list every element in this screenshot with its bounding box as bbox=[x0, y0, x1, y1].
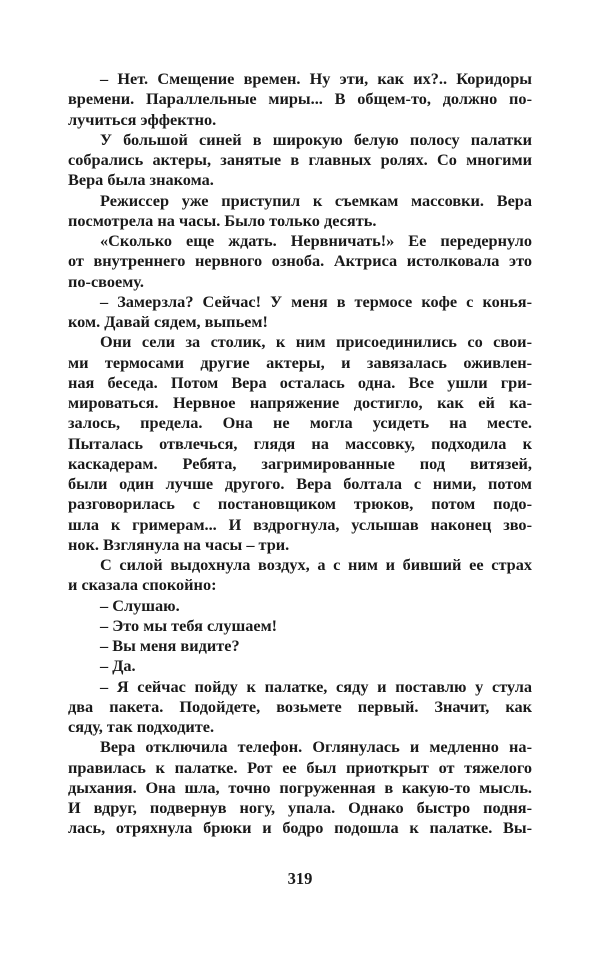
paragraph bbox=[68, 130, 532, 191]
text-line: от внутреннего нервного озноба. Актриса истолковала это bbox=[68, 251, 532, 271]
text-line: лучиться эффектно. bbox=[68, 109, 217, 129]
paragraph bbox=[68, 231, 532, 292]
text-line: И вдруг, подвернув ногу, упала. Однако быстро подня- bbox=[68, 798, 532, 817]
text-line: – Замерзла? Сейчас! У меня в термосе кофе с конья- bbox=[100, 291, 532, 311]
text-line: – Да. bbox=[100, 656, 136, 676]
text-line: – Это мы тебя слушаем! bbox=[100, 615, 278, 635]
paragraph bbox=[68, 596, 532, 616]
text-line: лась, отряхнула брюки и бодро подошла к палатке. Вы- bbox=[68, 818, 532, 838]
paragraph bbox=[68, 677, 532, 738]
paragraph bbox=[68, 737, 532, 838]
paragraph bbox=[68, 616, 532, 636]
paragraph bbox=[68, 191, 532, 232]
text-line: посмотрела на часы. Было только десять. bbox=[68, 210, 377, 230]
text-line: – Я сейчас пойду к палатке, сяду и поставлю у стула bbox=[100, 676, 532, 696]
text-line: Режиссер уже приступил к съемкам массовки. Вера bbox=[100, 190, 532, 210]
text-line: «Сколько еще ждать. Нервничать!» Ее передернуло bbox=[100, 231, 532, 250]
paragraph bbox=[68, 332, 532, 555]
text-line: времени. Параллельные миры... В общем-то, должно по- bbox=[68, 89, 532, 109]
paragraph bbox=[68, 555, 532, 596]
text-line: мироваться. Нервное напряжение достигло, как ей ка- bbox=[68, 393, 532, 412]
text-line: ми термосами другие актеры, и завязалась оживлен- bbox=[68, 352, 532, 372]
page-number: 319 bbox=[287, 869, 313, 888]
text-line: Пыталась отвлечься, глядя на массовку, подходила к bbox=[68, 433, 532, 453]
text-line: ная беседа. Потом Вера осталась одна. Все ушли гри- bbox=[68, 372, 532, 392]
page-body-text bbox=[68, 69, 532, 839]
text-line: собрались актеры, занятые в главных ролях. Со многими bbox=[68, 150, 532, 169]
text-line: залось, предела. Она не могла усидеть на месте. bbox=[68, 413, 532, 433]
text-line: по-своему. bbox=[68, 271, 144, 291]
text-line: Они сели за столик, к ним присоединились со свои- bbox=[100, 332, 532, 352]
text-line: С силой выдохнула воздух, а с ним и бивший ее страх bbox=[100, 555, 532, 574]
text-line: нок. Взглянула на часы – три. bbox=[68, 534, 290, 554]
text-line: Вера отключила телефон. Оглянулась и медленно на- bbox=[100, 737, 532, 757]
text-line: дыхания. Она шла, точно погруженная в какую-то мысль. bbox=[68, 777, 532, 797]
text-line: правилась к палатке. Рот ее был приоткрыт от тяжелого bbox=[68, 757, 532, 777]
text-line: и сказала спокойно: bbox=[68, 575, 217, 595]
text-line: ком. Давай сядем, выпьем! bbox=[68, 312, 268, 331]
text-line: У большой синей в широкую белую полосу палатки bbox=[100, 129, 532, 149]
paragraph bbox=[68, 636, 532, 656]
text-line: шла к гримерам... И вздрогнула, услышав наконец зво- bbox=[68, 514, 532, 534]
text-line: два пакета. Подойдете, возьмете первый. Значит, как bbox=[68, 696, 532, 716]
text-line: разговорилась с постановщиком трюков, потом подо- bbox=[68, 494, 532, 514]
text-line: – Нет. Смещение времен. Ну эти, как их?.. Коридоры bbox=[100, 69, 532, 88]
paragraph bbox=[68, 292, 532, 333]
text-line: Вера была знакома. bbox=[68, 170, 214, 190]
text-line: каскадерам. Ребята, загримированные под витязей, bbox=[68, 453, 532, 473]
text-line: – Вы меня видите? bbox=[100, 636, 240, 655]
text-line: – Слушаю. bbox=[100, 595, 180, 615]
text-line: были один лучше другого. Вера болтала с ними, потом bbox=[68, 474, 532, 493]
paragraph bbox=[68, 656, 532, 676]
text-line: сяду, так подходите. bbox=[68, 717, 215, 736]
paragraph bbox=[68, 69, 532, 130]
